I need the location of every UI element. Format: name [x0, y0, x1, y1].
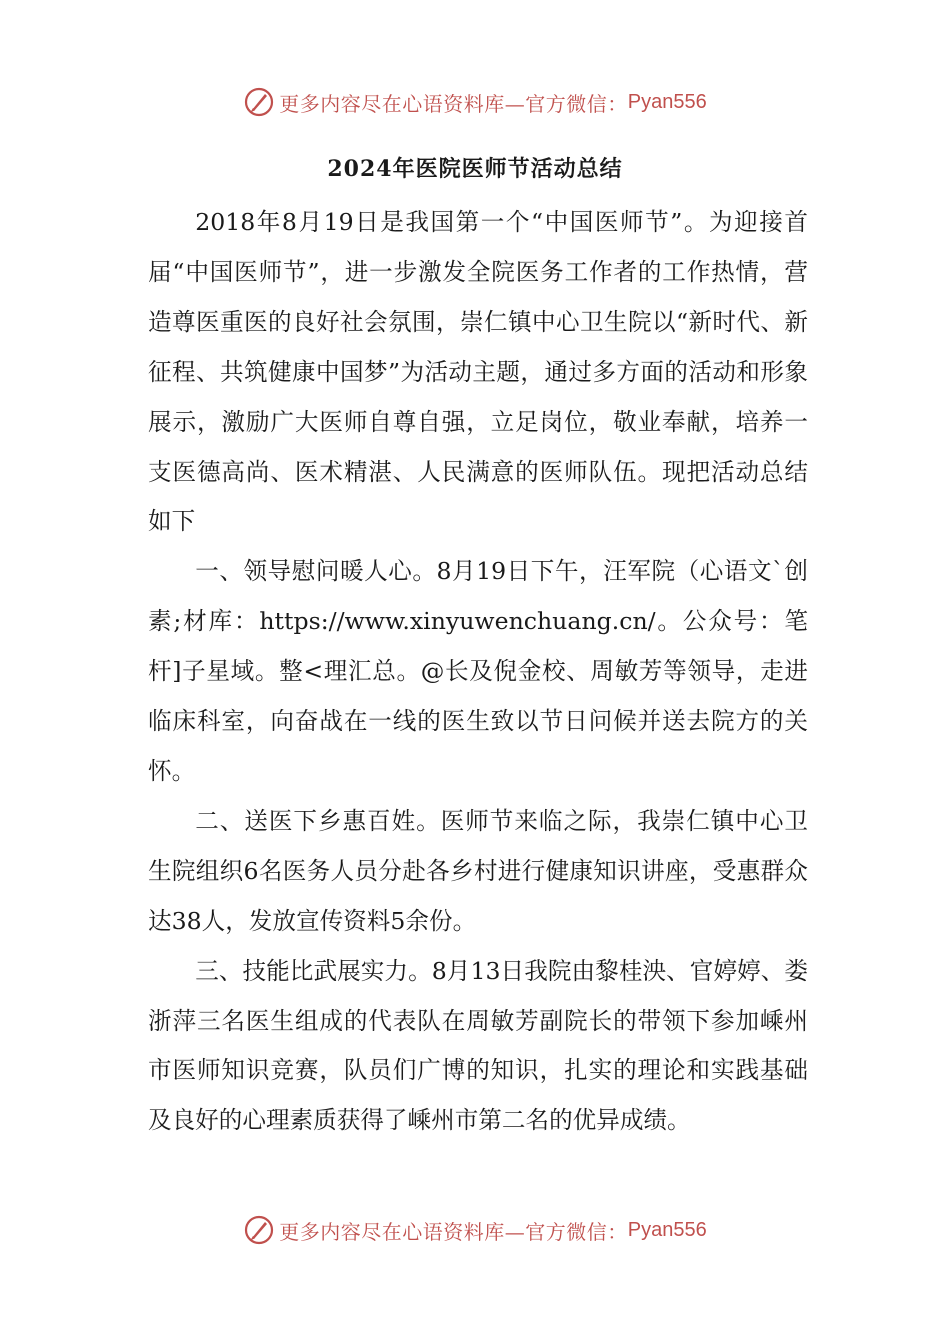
- footer-banner: [0, 1210, 950, 1250]
- quill-logo-icon: [243, 1214, 275, 1246]
- paragraph-intro: 2018年8月19日是我国第一个“中国医师节”。为迎接首届“中国医师节”，进一步激发全院医务工作者的工作热情，营造尊医重医的良好社会氛围，崇仁镇中心卫生院以“新时代、新征程、共筑健康中国梦”为活动主题，通过多方面的活动和形象展示，激励广大医师自尊自强，立足岗位，敬业奉献，培养一支医德高尚、医术精湛、人民满意的医师队伍。现把活动总结如下: [148, 208, 808, 536]
- paragraph-section-1: 一、领导慰问暖人心。8月19日下午，汪军院（心语文`创素;材库：https://www.xinyuwenchuang.cn/。公众号：笔杆]子星域。整<理汇总。@长及倪金校、周敏芳等领导，走进临床科室，向奋战在一线的医生致以节日问候并送去院方的关怀。: [148, 557, 808, 785]
- paragraph-section-2: 二、送医下乡惠百姓。医师节来临之际，我崇仁镇中心卫生院组织6名医务人员分赴各乡村进行健康知识讲座，受惠群众达38人，发放宣传资料5余份。: [148, 806, 808, 935]
- banner-wechat-id: Pyan556: [627, 1218, 707, 1241]
- banner-wechat-id: Pyan556: [627, 90, 707, 113]
- banner-text: 更多内容尽在心语资料库—官方微信：: [279, 1219, 628, 1244]
- quill-logo-icon: [243, 86, 275, 118]
- header-banner: [0, 82, 950, 122]
- document-title: 2024年医院医师节活动总结: [327, 156, 623, 182]
- paragraph-section-3: 三、技能比武展实力。8月13日我院由黎桂泱、官婷婷、娄浙萍三名医生组成的代表队在周敏芳副院长的带领下参加嵊州市医师知识竞赛，队员们广博的知识，扎实的理论和实践基础及良好的心理素质获得了嵊州市第二名的优异成绩。: [148, 956, 808, 1135]
- banner-text: 更多内容尽在心语资料库—官方微信：: [279, 91, 628, 116]
- document-body: [148, 198, 808, 1146]
